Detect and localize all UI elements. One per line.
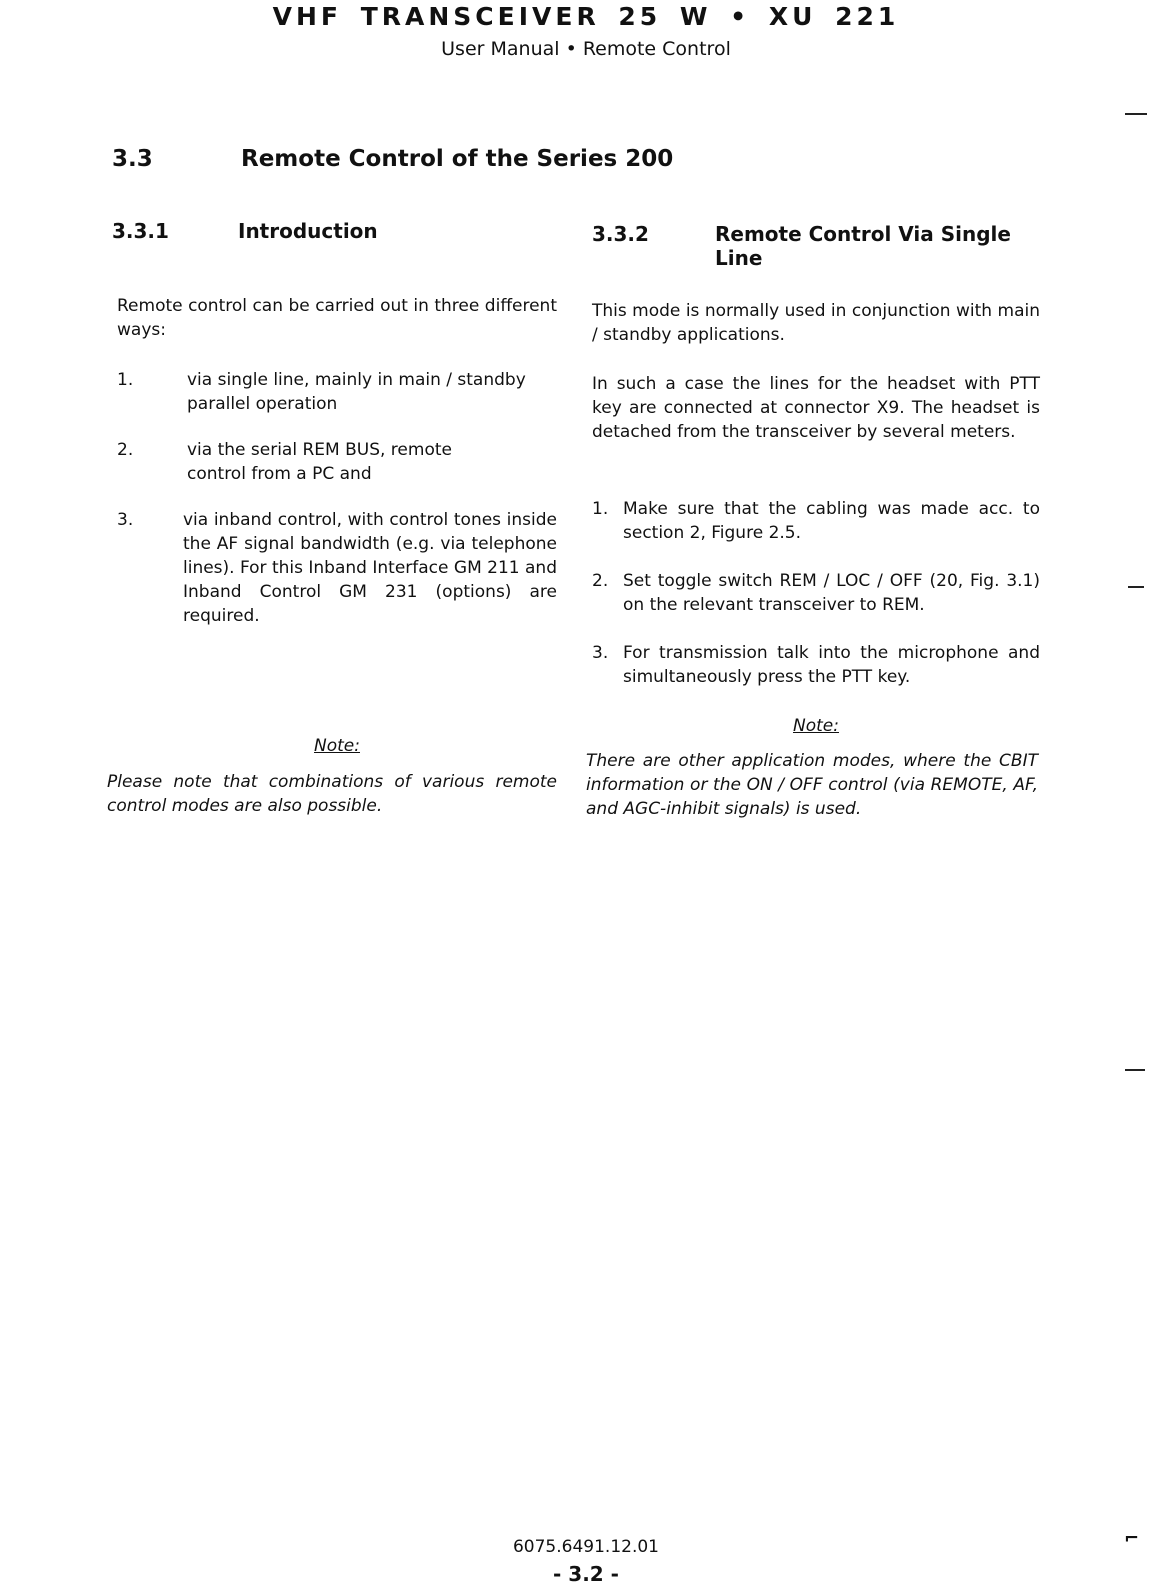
list-item-text: via the serial REM BUS, remote control from a PC and <box>187 440 452 484</box>
step-number: 2. <box>592 571 609 591</box>
margin-mark <box>1125 1069 1145 1071</box>
margin-mark <box>1125 113 1147 115</box>
subsection-number-intro: 3.3.1 <box>112 219 169 243</box>
section-number: 3.3 <box>112 146 153 172</box>
mode-paragraph: This mode is normally used in conjunction with main / standby applications. <box>592 301 1040 345</box>
list-item <box>117 438 557 486</box>
corner-mark: ⌐ <box>1124 1528 1140 1549</box>
step-number: 3. <box>592 643 609 663</box>
step-number: 1. <box>592 499 609 519</box>
margin-mark <box>1128 586 1144 588</box>
subsection-title-intro: Introduction <box>238 219 378 243</box>
note-label-right: Note: <box>793 716 839 736</box>
list-item-number: 1. <box>117 370 134 390</box>
step-text: Make sure that the cabling was made acc. to section 2, Figure 2.5. <box>623 499 1040 543</box>
running-header-title: VHF TRANSCEIVER 25 W • XU 221 <box>272 2 900 31</box>
note-text-right: There are other application modes, where the CBIT information or the ON / OFF control (via REMOTE, AF, and AGC-inhibit signals) is used. <box>586 751 1038 819</box>
note-text-left: Please note that combinations of various remote control modes are also possible. <box>107 772 557 816</box>
step-item <box>592 641 1040 689</box>
running-header-subtitle: User Manual • Remote Control <box>441 38 731 60</box>
page-number: - 3.2 - <box>553 1562 619 1586</box>
list-item-number: 2. <box>117 440 134 460</box>
intro-paragraph: Remote control can be carried out in three different ways: <box>117 296 557 340</box>
step-item <box>592 569 1040 617</box>
list-item <box>117 368 557 416</box>
list-item-number: 3. <box>117 510 134 530</box>
subsection-title-single-line: Remote Control Via Single Line <box>715 222 1011 270</box>
list-item <box>117 508 557 628</box>
list-item-text: via single line, mainly in main / standby parallel operation <box>187 370 526 414</box>
step-text: For transmission talk into the microphone and simultaneously press the PTT key. <box>623 643 1040 687</box>
section-title: Remote Control of the Series 200 <box>241 146 674 172</box>
steps-list <box>592 497 1040 689</box>
step-text: Set toggle switch REM / LOC / OFF (20, Fig. 3.1) on the relevant transceiver to REM. <box>623 571 1040 615</box>
list-item-text: via inband control, with control tones inside the AF signal bandwidth (e.g. via telephone lines). For this Inband Interface GM 211 and Inband Control GM 231 (options) are required. <box>183 510 557 626</box>
note-label-left: Note: <box>314 736 360 756</box>
document-code: 6075.6491.12.01 <box>512 1537 659 1557</box>
step-item <box>592 497 1040 545</box>
ways-list <box>117 368 557 628</box>
subsection-number-single-line: 3.3.2 <box>592 222 649 246</box>
headset-paragraph: In such a case the lines for the headset with PTT key are connected at connector X9. The headset is detached from the transceiver by several meters. <box>592 374 1040 442</box>
